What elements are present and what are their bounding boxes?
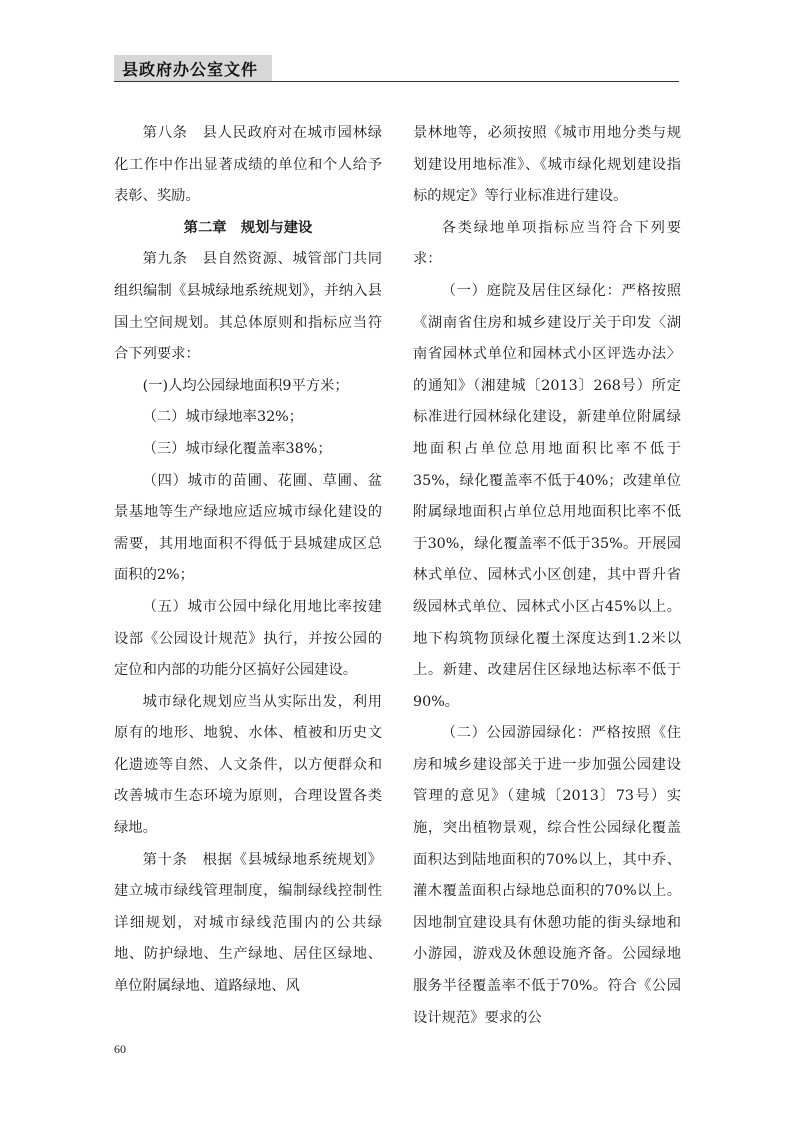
header-title: 县政府办公室文件 <box>122 59 259 79</box>
requirement-4: （四）城市的苗圃、花圃、草圃、盆景基地等生产绿地应适应城市绿化建设的需要，其用地面积不得低于县城建成区总面积的2%； <box>114 472 382 584</box>
right-column <box>413 118 681 1034</box>
left-column <box>114 118 382 1003</box>
park-greening: （二）公园游园绿化：严格按照《住房和城乡建设部关于进一步加强公园建设管理的意见》（建城〔2013〕73号）实施，突出植物景观，综合性公园绿化覆盖面积达到陆地面积的70%以上，其中乔、灌木覆盖面积占绿地总面积的70%以上。因地制宜建设具有休憩功能的街头绿地和小游园，游戏及休憩设施齐备。公园绿地服务半径覆盖率不低于70%。符合《公园设计规范》要求的公 <box>413 725 681 1026</box>
article-10-continued: 景林地等，必须按照《城市用地分类与规划建设用地标准》、《城市绿化规划建设指标的规定》等行业标准进行建设。 <box>413 125 681 205</box>
indicator-intro: 各类绿地单项指标应当符合下列要求： <box>413 219 681 268</box>
requirement-1: (一)人均公园绿地面积9平方米； <box>142 377 349 394</box>
planning-paragraph: 城市绿化规划应当从实际出发，利用原有的地形、地貌、水体、植被和历史文化遗迹等自然、人文条件，以方便群众和改善城市生态环境为原则，合理设置各类绿地。 <box>114 693 382 837</box>
requirement-2: （二）城市绿地率32%； <box>142 409 304 426</box>
article-9: 第九条 县自然资源、城管部门共同组织编制《县城绿地系统规划》，并纳入县国土空间规划。其总体原则和指标应当符合下列要求： <box>114 251 382 363</box>
requirement-5: （五）城市公园中绿化用地比率按建设部《公园设计规范》执行，并按公园的定位和内部的功能分区搞好公园建设。 <box>114 598 382 679</box>
requirement-3: （三）城市绿化覆盖率38%； <box>142 440 332 457</box>
header-divider <box>114 81 679 82</box>
article-10: 第十条 根据《县城绿地系统规划》建立城市绿线管理制度，编制绿线控制性详细规划，对城市绿线范围内的公共绿地、防护绿地、生产绿地、居住区绿地、单位附属绿地、道路绿地、风 <box>114 851 382 995</box>
document-header <box>114 55 272 81</box>
article-8: 第八条 县人民政府对在城市园林绿化工作中作出显著成绩的单位和个人给予表彰、奖励。 <box>114 125 382 205</box>
page-number: 60 <box>114 1042 126 1056</box>
courtyard-residential-greening: （一）庭院及居住区绿化：严格按照《湖南省住房和城乡建设厅关于印发〈湖南省园林式单位和园林式小区评选办法〉的通知》（湘建城〔2013〕268号）所定标准进行园林绿化建设，新建单位附属绿地面积占单位总用地面积比率不低于35%，绿化覆盖率不低于40%；改建单位附属绿地面积占单位总用地面积比率不低于30%，绿化覆盖率不低于35%。开展园林式单位、园林式小区创建，其中晋升省级园林式单位、园林式小区占45%以上。地下构筑物顶绿化覆土深度达到1.2米以上。新建、改建居住区绿地达标率不低于90%。 <box>413 282 681 710</box>
chapter-2-heading: 第二章 规划与建设 <box>183 219 313 236</box>
